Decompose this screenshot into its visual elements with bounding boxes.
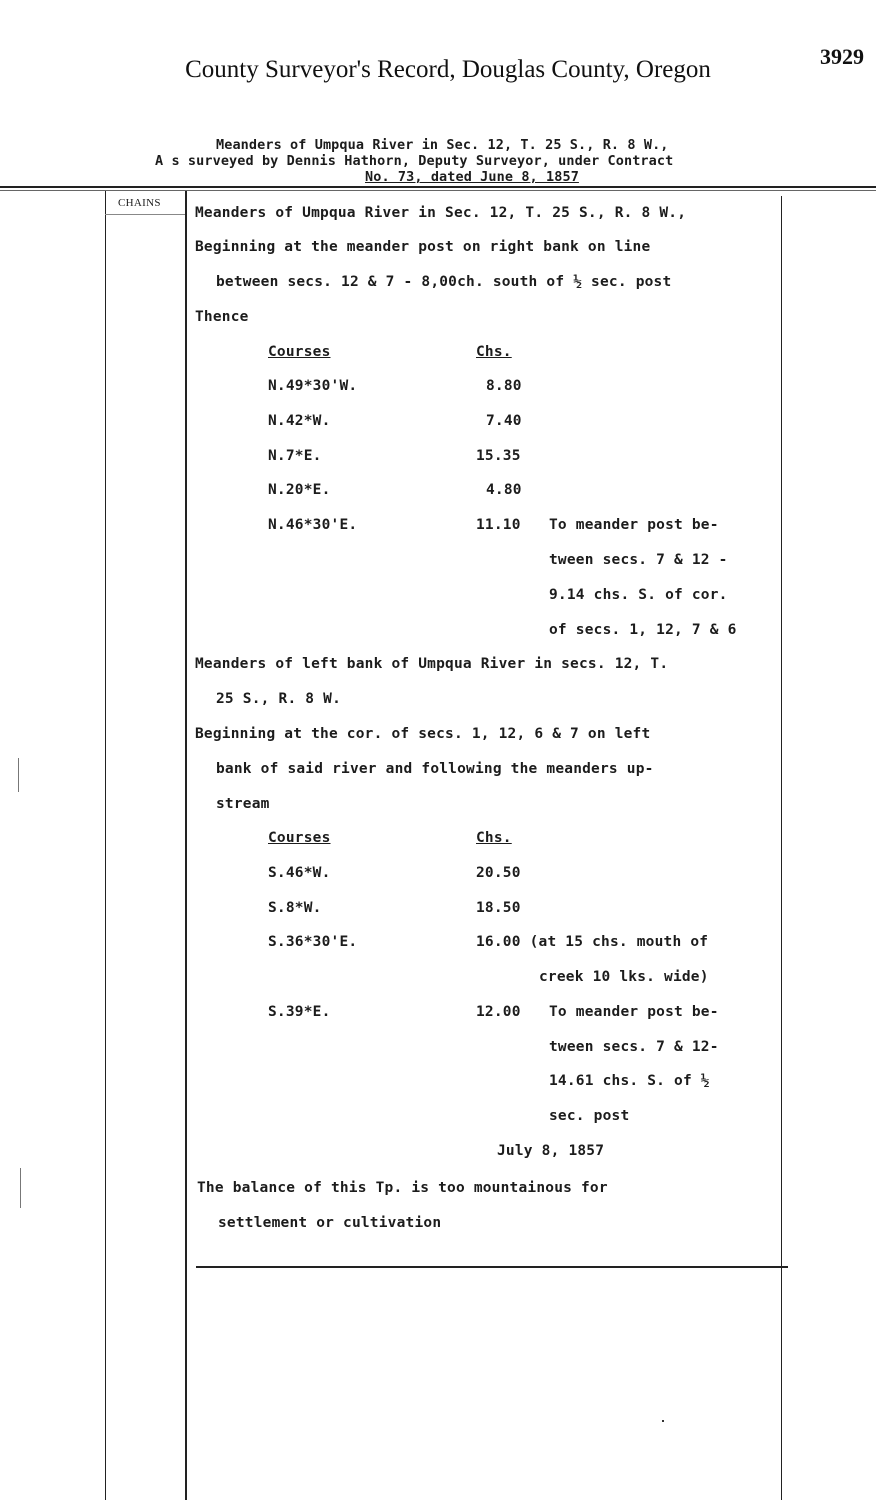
section1-course: N.7*E. bbox=[268, 448, 322, 464]
margin-scan-mark bbox=[662, 1420, 664, 1422]
section2-course: S.8*W. bbox=[268, 900, 322, 916]
header-double-rule-top bbox=[0, 186, 876, 188]
closing-line-2: settlement or cultivation bbox=[218, 1215, 442, 1231]
section1-intro-line-2: between secs. 12 & 7 - 8,00ch. south of ½ sec. post bbox=[216, 274, 672, 290]
section2-course: S.36*30'E. bbox=[268, 934, 358, 950]
section2-title-line-1: Meanders of left bank of Umpqua River in secs. 12, T. bbox=[195, 656, 669, 672]
chains-column-label: CHAINS bbox=[118, 197, 161, 209]
closing-line-1: The balance of this Tp. is too mountainous for bbox=[197, 1180, 608, 1196]
entry-end-rule bbox=[196, 1266, 788, 1268]
section1-course: N.20*E. bbox=[268, 482, 331, 498]
text-column-right-rule bbox=[781, 196, 782, 1500]
section2-intro-line-1: Beginning at the cor. of secs. 1, 12, 6 & 7 on left bbox=[195, 726, 651, 742]
section1-course: N.49*30'W. bbox=[268, 378, 358, 394]
section2-note-line: To meander post be- bbox=[549, 1004, 719, 1020]
section2-chains: 18.50 bbox=[476, 900, 521, 916]
section1-chains: 7.40 bbox=[486, 413, 522, 429]
heading-line-3: No. 73, dated June 8, 1857 bbox=[365, 169, 579, 185]
section1-note-line: tween secs. 7 & 12 - bbox=[549, 552, 728, 568]
header-double-rule-bottom bbox=[0, 190, 876, 191]
margin-scan-mark bbox=[20, 1168, 21, 1208]
section1-courses-header: Courses bbox=[268, 344, 331, 360]
section2-course: S.39*E. bbox=[268, 1004, 331, 1020]
page-number: 3929 bbox=[820, 44, 864, 69]
section2-note-line: sec. post bbox=[549, 1108, 630, 1124]
section2-courses-header: Courses bbox=[268, 830, 331, 846]
section1-intro-line-1: Beginning at the meander post on right bank on line bbox=[195, 239, 651, 255]
section2-intro-line-2: bank of said river and following the meanders up- bbox=[216, 761, 654, 777]
section1-chains: 11.10 bbox=[476, 517, 521, 533]
section2-title-line-2: 25 S., R. 8 W. bbox=[216, 691, 342, 707]
section1-note-line: To meander post be- bbox=[549, 517, 719, 533]
record-title: County Surveyor's Record, Douglas County, Oregon bbox=[185, 56, 711, 83]
section1-course: N.46*30'E. bbox=[268, 517, 358, 533]
section2-intro-line-3: stream bbox=[216, 796, 270, 812]
heading-line-2: A s surveyed by Dennis Hathorn, Deputy Surveyor, under Contract bbox=[155, 153, 674, 169]
margin-scan-mark bbox=[18, 758, 19, 792]
section2-note-line: tween secs. 7 & 12- bbox=[549, 1039, 719, 1055]
section1-course: N.42*W. bbox=[268, 413, 331, 429]
section2-note-line: 14.61 chs. S. of ½ bbox=[549, 1073, 710, 1089]
section1-chains: 8.80 bbox=[486, 378, 522, 394]
chains-column-right-rule bbox=[185, 191, 187, 1500]
section2-chs-header: Chs. bbox=[476, 830, 512, 846]
section1-chains: 15.35 bbox=[476, 448, 521, 464]
chains-label-underline bbox=[105, 214, 185, 215]
section1-title: Meanders of Umpqua River in Sec. 12, T. 25 S., R. 8 W., bbox=[195, 205, 687, 221]
section1-note-line: 9.14 chs. S. of cor. bbox=[549, 587, 728, 603]
section2-chains: creek 10 lks. wide) bbox=[539, 969, 709, 985]
section2-chains: 16.00 (at 15 chs. mouth of bbox=[476, 934, 709, 950]
section1-chs-header: Chs. bbox=[476, 344, 512, 360]
section2-chains: 12.00 bbox=[476, 1004, 521, 1020]
section1-note-line: of secs. 1, 12, 7 & 6 bbox=[549, 622, 737, 638]
heading-line-1: Meanders of Umpqua River in Sec. 12, T. 25 S., R. 8 W., bbox=[216, 137, 669, 153]
chains-column-left-rule bbox=[105, 191, 106, 1500]
section2-date: July 8, 1857 bbox=[497, 1143, 605, 1159]
section1-thence: Thence bbox=[195, 309, 249, 325]
section1-chains: 4.80 bbox=[486, 482, 522, 498]
section2-chains: 20.50 bbox=[476, 865, 521, 881]
section2-course: S.46*W. bbox=[268, 865, 331, 881]
